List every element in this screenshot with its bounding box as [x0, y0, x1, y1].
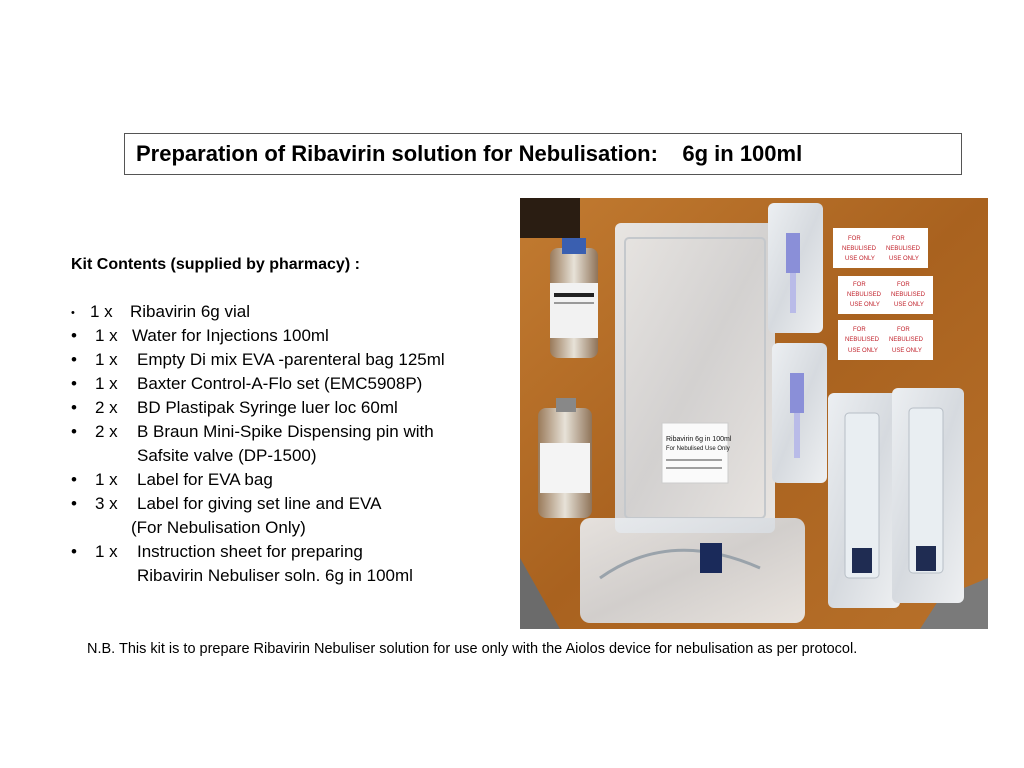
bullet: •: [71, 422, 77, 441]
item-description: Ribavirin 6g vial: [130, 302, 250, 321]
bullet: •: [71, 470, 77, 489]
dark-corner: [520, 198, 580, 238]
item-description: Label for EVA bag: [137, 470, 273, 489]
label-text: FOR: [853, 327, 866, 333]
syringe-right: [892, 388, 964, 603]
label-text: NEBULISED: [847, 292, 882, 298]
item-quantity: 2 x: [95, 398, 118, 417]
bag-label-line1: Ribavirin 6g in 100ml: [666, 436, 732, 443]
ribavirin-vial: [550, 238, 598, 358]
bullet: •: [71, 542, 77, 561]
item-description: Instruction sheet for preparing: [137, 542, 363, 561]
label-text: FOR: [897, 282, 910, 288]
item-description: B Braun Mini-Spike Dispensing pin with: [137, 422, 434, 441]
item-quantity: 2 x: [95, 422, 118, 441]
label-text: NEBULISED: [891, 292, 926, 298]
label-text: USE ONLY: [894, 302, 924, 308]
item-quantity: 3 x: [95, 494, 118, 513]
eva-bag: [615, 223, 775, 533]
item-quantity: 1 x: [95, 374, 118, 393]
label-text: USE ONLY: [889, 256, 919, 262]
label-text: USE ONLY: [892, 348, 922, 354]
label-sheet: [833, 228, 933, 360]
bag-label-line2: For Nebulised Use Only: [666, 446, 730, 452]
label-text: FOR: [897, 327, 910, 333]
bullet: •: [71, 307, 75, 319]
label-text: NEBULISED: [886, 246, 921, 252]
slide-title: Preparation of Ribavirin solution for Nebulisation: 6g in 100ml: [124, 133, 962, 175]
item-description: Baxter Control-A-Flo set (EMC5908P): [137, 374, 423, 393]
label-text: FOR: [892, 236, 905, 242]
bullet: •: [71, 350, 77, 369]
bullet: •: [71, 398, 77, 417]
label-text: NEBULISED: [845, 337, 880, 343]
label-text: FOR: [848, 236, 861, 242]
label-text: NEBULISED: [889, 337, 924, 343]
bullet: •: [71, 494, 77, 513]
item-quantity: 1 x: [95, 470, 118, 489]
item-continuation: (For Nebulisation Only): [131, 518, 306, 537]
kit-photo: [520, 198, 988, 629]
bullet: •: [71, 326, 77, 345]
item-quantity: 1 x: [95, 542, 118, 561]
label-text: NEBULISED: [842, 246, 877, 252]
label-text: USE ONLY: [845, 256, 875, 262]
item-continuation: Safsite valve (DP-1500): [137, 446, 317, 465]
mini-spike-top: [768, 203, 823, 333]
label-text: USE ONLY: [850, 302, 880, 308]
mini-spike-bottom: [772, 343, 827, 483]
label-text: USE ONLY: [848, 348, 878, 354]
item-description: Water for Injections 100ml: [132, 326, 329, 345]
footnote: N.B. This kit is to prepare Ribavirin Nebuliser solution for use only with the Aiolos device for nebulisation as per protocol.: [87, 641, 858, 657]
item-quantity: 1 x: [95, 350, 118, 369]
item-quantity: 1 x: [90, 302, 113, 321]
water-vial: [538, 398, 592, 518]
bullet: •: [71, 374, 77, 393]
item-quantity: 1 x: [95, 326, 118, 345]
giving-set-bag: [580, 518, 805, 623]
item-description: BD Plastipak Syringe luer loc 60ml: [137, 398, 398, 417]
syringe-left: [828, 393, 900, 608]
kit-contents-heading: Kit Contents (supplied by pharmacy) :: [71, 256, 360, 273]
item-description: Label for giving set line and EVA: [137, 494, 382, 513]
item-continuation: Ribavirin Nebuliser soln. 6g in 100ml: [137, 566, 413, 585]
label-text: FOR: [853, 282, 866, 288]
item-description: Empty Di mix EVA -parenteral bag 125ml: [137, 350, 445, 369]
